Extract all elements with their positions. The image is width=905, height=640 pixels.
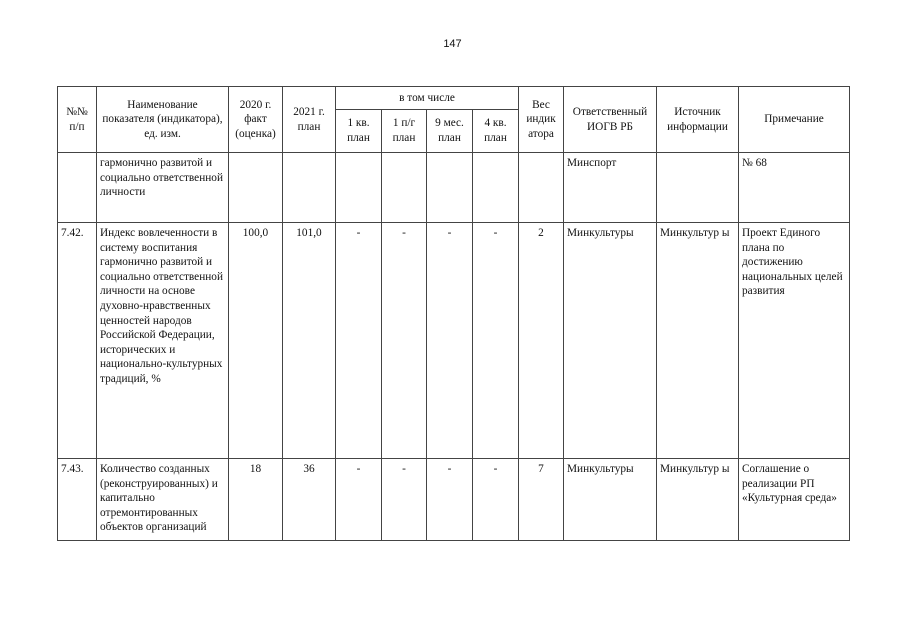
cell-fact-2020: 18 <box>229 459 283 541</box>
cell-source: Минкультур ы <box>657 459 739 541</box>
header-fact-2020: 2020 г. факт (оценка) <box>229 87 283 153</box>
cell-weight: 2 <box>519 223 564 459</box>
cell-num: 7.42. <box>58 223 97 459</box>
cell-fact-2020: 100,0 <box>229 223 283 459</box>
header-num: №№ п/п <box>58 87 97 153</box>
header-name: Наименование показателя (индикатора), ед. изм. <box>97 87 229 153</box>
header-including: в том числе <box>336 87 519 110</box>
header-note: Примечание <box>739 87 850 153</box>
cell-q4 <box>473 153 519 223</box>
cell-h1: - <box>382 459 427 541</box>
header-q1: 1 кв. план <box>336 110 382 153</box>
cell-name: гармонично развитой и социально ответственной личности <box>97 153 229 223</box>
cell-num: 7.43. <box>58 459 97 541</box>
cell-plan-2021 <box>283 153 336 223</box>
header-plan-2021: 2021 г. план <box>283 87 336 153</box>
indicators-table <box>57 86 850 541</box>
cell-plan-2021: 36 <box>283 459 336 541</box>
cell-name: Количество созданных (реконструированных) и капитально отремонтированных объектов организаций <box>97 459 229 541</box>
header-weight: Вес индик атора <box>519 87 564 153</box>
cell-q1 <box>336 153 382 223</box>
table-row <box>58 459 850 541</box>
cell-plan-2021: 101,0 <box>283 223 336 459</box>
cell-weight <box>519 153 564 223</box>
header-responsible: Ответственный ИОГВ РБ <box>564 87 657 153</box>
table-row <box>58 223 850 459</box>
cell-q1: - <box>336 223 382 459</box>
cell-9m: - <box>427 459 473 541</box>
cell-q4: - <box>473 459 519 541</box>
cell-weight: 7 <box>519 459 564 541</box>
cell-q4: - <box>473 223 519 459</box>
cell-note: Проект Единого плана по достижению национальных целей развития <box>739 223 850 459</box>
cell-source: Минкультур ы <box>657 223 739 459</box>
cell-9m <box>427 153 473 223</box>
cell-fact-2020 <box>229 153 283 223</box>
cell-name: Индекс вовлеченности в систему воспитания гармонично развитой и социально ответственной личности на основе духовно-нравственных ценностей народов Российской Федерации, исторических и национально-культурных традиций, % <box>97 223 229 459</box>
header-9m: 9 мес. план <box>427 110 473 153</box>
cell-q1: - <box>336 459 382 541</box>
cell-responsible: Минкультуры <box>564 223 657 459</box>
cell-h1 <box>382 153 427 223</box>
cell-note: № 68 <box>739 153 850 223</box>
cell-responsible: Минспорт <box>564 153 657 223</box>
cell-h1: - <box>382 223 427 459</box>
cell-source <box>657 153 739 223</box>
cell-note: Соглашение о реализации РП «Культурная среда» <box>739 459 850 541</box>
cell-num <box>58 153 97 223</box>
header-source: Источник информации <box>657 87 739 153</box>
page-number: 147 <box>443 38 462 50</box>
table-header-row <box>58 87 850 110</box>
cell-9m: - <box>427 223 473 459</box>
table-row <box>58 153 850 223</box>
header-h1: 1 п/г план <box>382 110 427 153</box>
header-q4: 4 кв. план <box>473 110 519 153</box>
cell-responsible: Минкультуры <box>564 459 657 541</box>
